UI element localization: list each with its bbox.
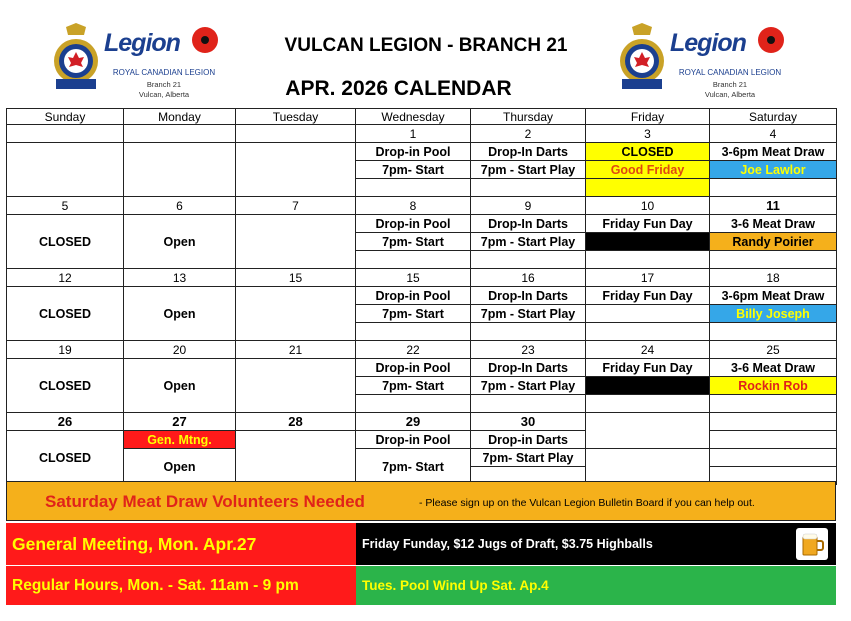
date-cell: 8 <box>356 197 471 215</box>
date-cell: 29 <box>356 413 471 431</box>
logo-line-2: Branch 21 <box>712 80 748 89</box>
friday-funday-text: Friday Funday, $12 Jugs of Draft, $3.75 Highballs <box>362 537 653 551</box>
weekday-monday: Monday <box>124 109 236 125</box>
date-cell <box>7 125 124 143</box>
date-cell: 9 <box>471 197 586 215</box>
date-cell: 26 <box>7 413 124 431</box>
event-pool: Drop-in Pool <box>356 359 471 377</box>
date-cell: 21 <box>236 341 356 359</box>
date-cell: 23 <box>471 341 586 359</box>
empty-cell <box>586 449 710 485</box>
event-good-friday: Good Friday <box>586 161 710 179</box>
empty-cell <box>710 323 837 341</box>
day-open: Open <box>124 215 236 269</box>
event-pool: Drop-in Pool <box>356 287 471 305</box>
date-cell: 15 <box>236 269 356 287</box>
event-meat-draw: 3-6 Meat Draw <box>710 215 837 233</box>
date-cell: 2 <box>471 125 586 143</box>
empty-cell <box>710 251 837 269</box>
crest-icon <box>614 23 670 103</box>
weekday-tuesday: Tuesday <box>236 109 356 125</box>
empty-cell <box>356 251 471 269</box>
date-cell: 13 <box>124 269 236 287</box>
poppy-icon <box>756 25 786 55</box>
date-cell: 24 <box>586 341 710 359</box>
event-friday-fun-day: Friday Fun Day <box>586 287 710 305</box>
general-meeting-banner <box>6 523 356 565</box>
day-cell <box>236 143 356 197</box>
empty-cell <box>710 395 837 413</box>
day-cell <box>124 143 236 197</box>
weekday-thursday: Thursday <box>471 109 586 125</box>
empty-cell <box>710 179 837 197</box>
empty-cell <box>710 431 837 449</box>
weekday-sunday: Sunday <box>7 109 124 125</box>
event-friday-fun-day: Friday Fun Day <box>586 359 710 377</box>
event-pool-time: 7pm- Start <box>356 305 471 323</box>
calendar-sheet <box>6 17 844 605</box>
week-4-row-a <box>7 359 837 377</box>
day-open: Open <box>124 449 236 485</box>
empty-cell <box>710 449 837 467</box>
poppy-icon <box>190 25 220 55</box>
week-2-row-a <box>7 215 837 233</box>
date-cell: 4 <box>710 125 837 143</box>
event-darts: Drop-In Darts <box>471 143 586 161</box>
calendar-month-title: APR. 2026 CALENDAR <box>285 77 512 100</box>
week-5-row-a <box>7 431 837 449</box>
week-3-row-a <box>7 287 837 305</box>
date-cell: 11 <box>710 197 837 215</box>
event-friday-fun-day: Friday Fun Day <box>586 215 710 233</box>
weekday-header-row <box>7 109 837 125</box>
event-darts-time: 7pm - Start Play <box>471 161 586 179</box>
page-title: VULCAN LEGION - BRANCH 21 <box>284 35 568 56</box>
volunteer-heading: Saturday Meat Draw Volunteers Needed <box>45 492 365 511</box>
empty-cell <box>586 395 710 413</box>
week-1-dates <box>7 125 837 143</box>
pool-windup-banner <box>356 566 836 605</box>
event-darts-time: 7pm - Start Play <box>471 233 586 251</box>
event-pool-time: 7pm- Start <box>356 449 471 485</box>
empty-cell <box>471 251 586 269</box>
event-darts: Drop-in Darts <box>471 431 586 449</box>
event-meat-draw-host: Joe Lawlor <box>710 161 837 179</box>
date-cell: 18 <box>710 269 837 287</box>
day-cell <box>236 359 356 413</box>
event-pool-time: 7pm- Start <box>356 377 471 395</box>
event-meat-draw-host: Rockin Rob <box>710 377 837 395</box>
day-closed: CLOSED <box>7 431 124 485</box>
regular-hours-banner <box>6 566 356 605</box>
date-cell: 22 <box>356 341 471 359</box>
logo-line-1: ROYAL CANADIAN LEGION <box>112 68 216 77</box>
pool-windup-text: Tues. Pool Wind Up Sat. Ap.4 <box>362 578 549 593</box>
week-5-row-b <box>7 449 837 467</box>
event-meat-draw: 3-6pm Meat Draw <box>710 143 837 161</box>
weekday-saturday: Saturday <box>710 109 837 125</box>
date-cell: 10 <box>586 197 710 215</box>
date-cell: 19 <box>7 341 124 359</box>
logo-wordmark: Legion <box>104 29 180 57</box>
week-3-dates <box>7 269 837 287</box>
general-meeting-text: General Meeting, Mon. Apr.27 <box>12 534 257 554</box>
day-cell <box>236 287 356 341</box>
event-meat-draw: 3-6pm Meat Draw <box>710 287 837 305</box>
calendar-grid <box>6 108 837 485</box>
event-darts: Drop-In Darts <box>471 215 586 233</box>
week-4-dates <box>7 341 837 359</box>
empty-cell <box>586 305 710 323</box>
volunteer-note: - Please sign up on the Vulcan Legion Bulletin Board if you can help out. <box>419 497 755 509</box>
empty-cell <box>471 395 586 413</box>
weekday-wednesday: Wednesday <box>356 109 471 125</box>
weekday-friday: Friday <box>586 109 710 125</box>
date-cell: 7 <box>236 197 356 215</box>
empty-cell <box>586 413 710 449</box>
week-1-row-a <box>7 143 837 161</box>
empty-cell <box>356 323 471 341</box>
event-darts-time: 7pm - Start Play <box>471 305 586 323</box>
event-pool-time: 7pm- Start <box>356 161 471 179</box>
event-darts: Drop-In Darts <box>471 359 586 377</box>
day-closed: CLOSED <box>7 287 124 341</box>
date-cell <box>236 125 356 143</box>
date-cell: 25 <box>710 341 837 359</box>
date-cell: 12 <box>7 269 124 287</box>
logo-wordmark: Legion <box>670 29 746 57</box>
day-open: Open <box>124 287 236 341</box>
logo-line-1: ROYAL CANADIAN LEGION <box>678 68 782 77</box>
event-pool-time: 7pm- Start <box>356 233 471 251</box>
date-cell: 16 <box>471 269 586 287</box>
blacked-cell <box>586 377 710 395</box>
date-cell: 28 <box>236 413 356 431</box>
empty-cell <box>586 323 710 341</box>
date-cell: 17 <box>586 269 710 287</box>
event-pool: Drop-in Pool <box>356 215 471 233</box>
day-closed: CLOSED <box>7 215 124 269</box>
date-cell: 3 <box>586 125 710 143</box>
event-pool: Drop-in Pool <box>356 431 471 449</box>
logo-line-3: Vulcan, Alberta <box>704 90 756 99</box>
date-cell: 15 <box>356 269 471 287</box>
legion-logo-left <box>48 23 223 103</box>
event-darts: Drop-In Darts <box>471 287 586 305</box>
empty-cell <box>356 179 471 197</box>
date-cell: 1 <box>356 125 471 143</box>
empty-cell <box>471 179 586 197</box>
day-cell <box>236 215 356 269</box>
day-closed: CLOSED <box>7 359 124 413</box>
empty-cell <box>586 179 710 197</box>
week-2-dates <box>7 197 837 215</box>
empty-cell <box>471 323 586 341</box>
date-cell: 20 <box>124 341 236 359</box>
event-meat-draw-host: Billy Joseph <box>710 305 837 323</box>
date-cell <box>124 125 236 143</box>
event-closed: CLOSED <box>586 143 710 161</box>
event-pool: Drop-in Pool <box>356 143 471 161</box>
empty-cell <box>356 395 471 413</box>
logo-line-2: Branch 21 <box>146 80 182 89</box>
event-meat-draw-host: Randy Poirier <box>710 233 837 251</box>
legion-logo-right <box>614 23 789 103</box>
day-cell <box>236 431 356 485</box>
day-open: Open <box>124 359 236 413</box>
date-cell: 5 <box>7 197 124 215</box>
week-5-dates <box>7 413 837 431</box>
date-cell: 30 <box>471 413 586 431</box>
date-cell: 6 <box>124 197 236 215</box>
date-cell: 27 <box>124 413 236 431</box>
event-meat-draw: 3-6 Meat Draw <box>710 359 837 377</box>
event-general-meeting: Gen. Mtng. <box>124 431 236 449</box>
beer-mug-icon <box>796 528 828 560</box>
empty-cell <box>710 413 837 431</box>
friday-funday-banner <box>356 523 836 565</box>
event-darts-time: 7pm - Start Play <box>471 377 586 395</box>
logo-line-3: Vulcan, Alberta <box>138 90 190 99</box>
crest-icon <box>48 23 104 103</box>
blacked-cell <box>586 233 710 251</box>
empty-cell <box>586 251 710 269</box>
regular-hours-text: Regular Hours, Mon. - Sat. 11am - 9 pm <box>12 577 299 594</box>
event-darts-time: 7pm- Start Play <box>471 449 586 467</box>
volunteer-banner <box>6 481 836 521</box>
day-cell <box>7 143 124 197</box>
